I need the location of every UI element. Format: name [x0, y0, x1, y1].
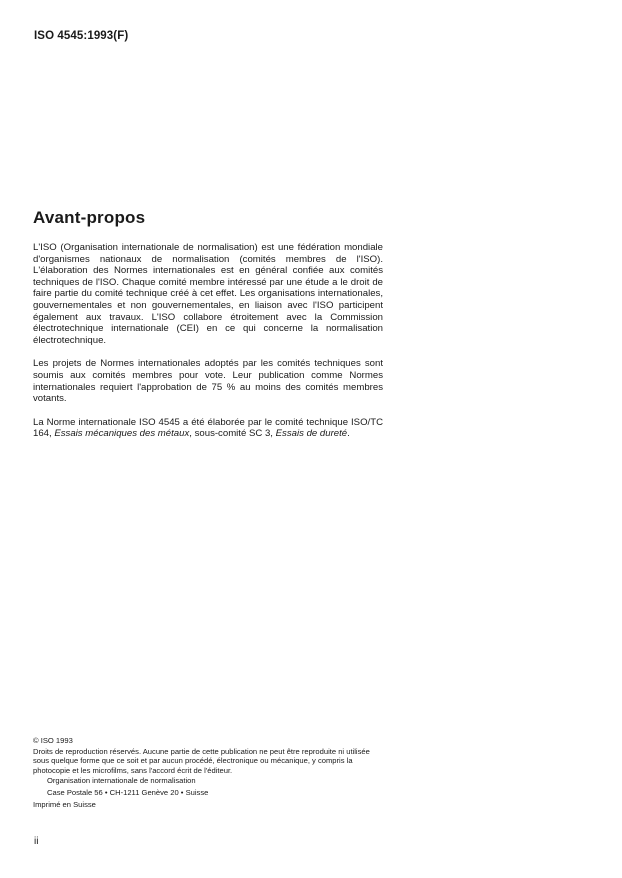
foreword-section — [33, 208, 383, 452]
copyright-notice — [33, 736, 383, 809]
subcommittee-title: Essais de dureté — [275, 428, 348, 440]
foreword-paragraph-3 — [33, 417, 383, 440]
foreword-heading: Avant-propos — [33, 208, 146, 227]
rights-statement: Droits de reproduction réservés. Aucune partie de cette publication ne peut être reproduite ni utilisée sous quelque forme que ce soit et par aucun procédé, électronique ou mécanique, y compris la photocopie et les microfilms, sans l'accord écrit de l'éditeur. — [33, 746, 370, 775]
organisation-name: Organisation internationale de normalisation — [47, 776, 196, 786]
printed-in: Imprimé en Suisse — [33, 799, 96, 809]
paragraph-3-text-start: La Norme internationale ISO 4545 a été élaborée par le comité technique ISO/TC 164, — [33, 416, 383, 440]
document-reference: ISO 4545:1993(F) — [34, 30, 129, 42]
foreword-paragraph-1: L'ISO (Organisation internationale de normalisation) est une fédération mondiale d'organismes nationaux de normalisation (comités membres de l'ISO). L'élaboration des Normes internationales est en général confiée aux comités techniques de l'ISO. Chaque comité membre intéressé par une étude a le droit de faire partie du comité technique créé à cet effet. Les organisations internationales, gouvernementales et non gouvernementales, en liaison avec l'ISO participent également aux travaux. L'ISO collabore étroitement avec la Commission électrotechnique internationale (CEI) en ce qui concerne la normalisation électrotechnique. — [33, 242, 383, 346]
foreword-paragraph-2: Les projets de Normes internationales adoptés par les comités techniques sont soumis aux comités membres pour vote. Leur publication comme Normes internationales requiert l'approbation de 75 % au moins des comités membres votants. — [33, 358, 383, 405]
paragraph-3-text-middle: , sous-comité SC 3, — [189, 428, 276, 440]
postal-address: Case Postale 56 • CH-1211 Genève 20 • Suisse — [47, 787, 209, 797]
committee-title: Essais mécaniques des métaux — [54, 428, 190, 440]
copyright-line: © ISO 1993 — [33, 736, 73, 745]
paragraph-3-text-end: . — [347, 428, 350, 440]
page-number: ii — [34, 836, 39, 847]
